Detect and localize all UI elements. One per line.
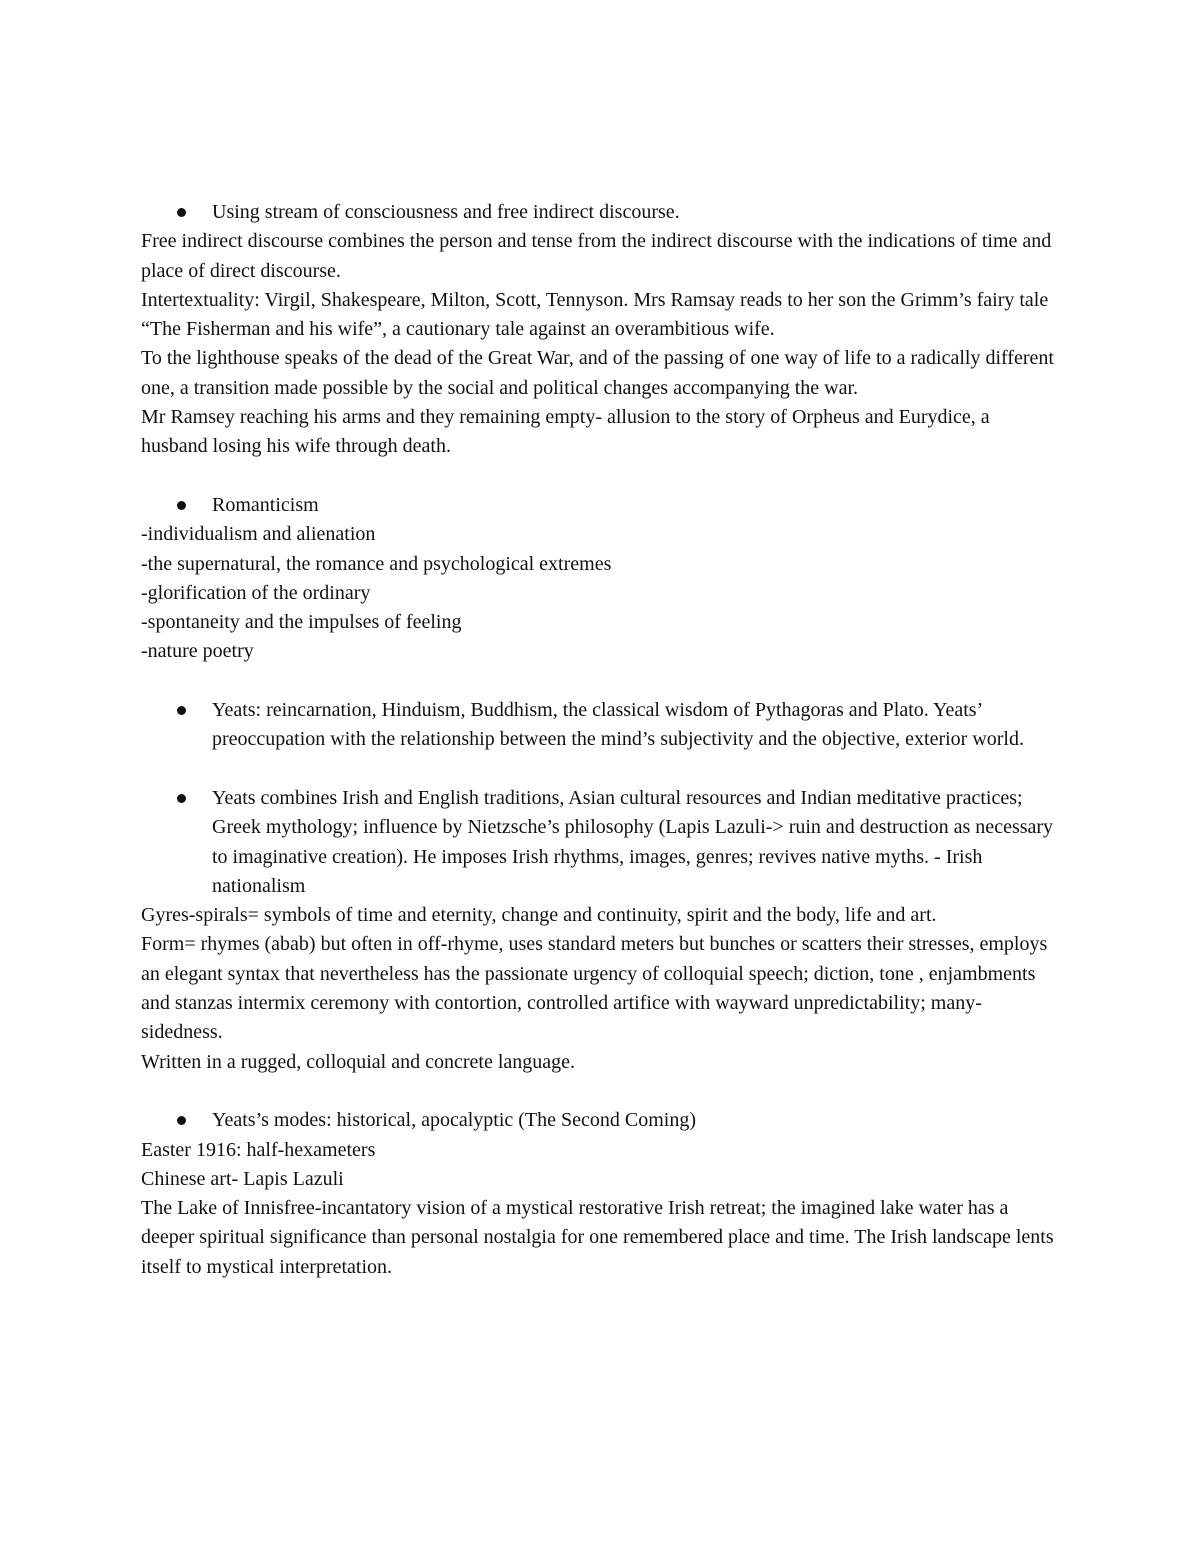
- paragraph-intertextuality: Intertextuality: Virgil, Shakespeare, Milton, Scott, Tennyson. Mrs Ramsay reads to her son the Grimm’s fairy tale “The Fisherman and his wife”, a cautionary tale against an overambitious wife.: [141, 288, 1049, 341]
- document-body: [141, 198, 1061, 1282]
- paragraph-great-war: To the lighthouse speaks of the dead of the Great War, and of the passing of one way of life to a radically different one, a transition made possible by the social and political changes accompanying the war.: [141, 347, 1054, 399]
- bullet-text: Yeats combines Irish and English traditions, Asian cultural resources and Indian meditative practices; Greek mythology; influence by Nietzsche’s philosophy (Lapis Lazuli-> ruin and destruction as necessary to imaginative creation). He imposes Irish rhythms, images, genres; revives native myths. - Irish nationalism: [212, 786, 1054, 897]
- bullet-icon: [177, 501, 186, 510]
- paragraph-gyres: Gyres-spirals= symbols of time and eternity, change and continuity, spirit and the body, life and art.: [141, 904, 937, 927]
- list-item: -spontaneity and the impulses of feeling: [141, 611, 462, 634]
- bullet-item-yeats-modes: [141, 1106, 1061, 1135]
- bullet-text: Yeats’s modes: historical, apocalyptic (The Second Coming): [212, 1109, 696, 1132]
- bullet-text: Using stream of consciousness and free indirect discourse.: [212, 201, 680, 223]
- paragraph-chinese-art: Chinese art- Lapis Lazuli: [141, 1167, 344, 1190]
- bullet-icon: [177, 706, 186, 715]
- paragraph-orpheus: Mr Ramsey reaching his arms and they remaining empty- allusion to the story of Orpheus and Eurydice, a husband losing his wife through death.: [141, 406, 990, 458]
- paragraph-innisfree: The Lake of Innisfree-incantatory vision of a mystical restorative Irish retreat; the imagined lake water has a deeper spiritual significance than personal nostalgia for one remembered place and time. The Irish landscape lents itself to mystical interpretation.: [141, 1197, 1054, 1278]
- bullet-item-romanticism: [141, 491, 1061, 520]
- bullet-item-yeats-traditions: [141, 784, 1061, 901]
- spacer: [141, 667, 1061, 696]
- list-item: -glorification of the ordinary: [141, 581, 371, 604]
- bullet-text: Romanticism: [212, 493, 319, 516]
- list-item: -the supernatural, the romance and psychological extremes: [141, 552, 612, 575]
- paragraph-free-indirect-discourse: Free indirect discourse combines the person and tense from the indirect discourse with the indications of time and place of direct discourse.: [141, 230, 1052, 282]
- spacer: [141, 755, 1061, 784]
- bullet-icon: [177, 208, 186, 217]
- list-item: -nature poetry: [141, 640, 254, 663]
- list-item: -individualism and alienation: [141, 523, 376, 546]
- bullet-icon: [177, 794, 186, 803]
- bullet-item-yeats-reincarnation: [141, 696, 1061, 755]
- bullet-item-stream-of-consciousness: [141, 198, 1061, 227]
- paragraph-easter-1916: Easter 1916: half-hexameters: [141, 1138, 376, 1161]
- spacer: [141, 1077, 1061, 1106]
- paragraph-form: Form= rhymes (abab) but often in off-rhyme, uses standard meters but bunches or scatters their stresses, employs an elegant syntax that nevertheless has the passionate urgency of colloquial speech; diction, tone , enjambments and stanzas intermix ceremony with contortion, controlled artifice with wayward unpredictability; many-sidedness.: [141, 933, 1048, 1044]
- spacer: [141, 462, 1061, 491]
- bullet-icon: [177, 1116, 186, 1125]
- paragraph-language: Written in a rugged, colloquial and concrete language.: [141, 1050, 576, 1073]
- bullet-text: Yeats: reincarnation, Hinduism, Buddhism, the classical wisdom of Pythagoras and Plato. Yeats’ preoccupation with the relationship between the mind’s subjectivity and the objective, exterior world.: [212, 699, 1024, 751]
